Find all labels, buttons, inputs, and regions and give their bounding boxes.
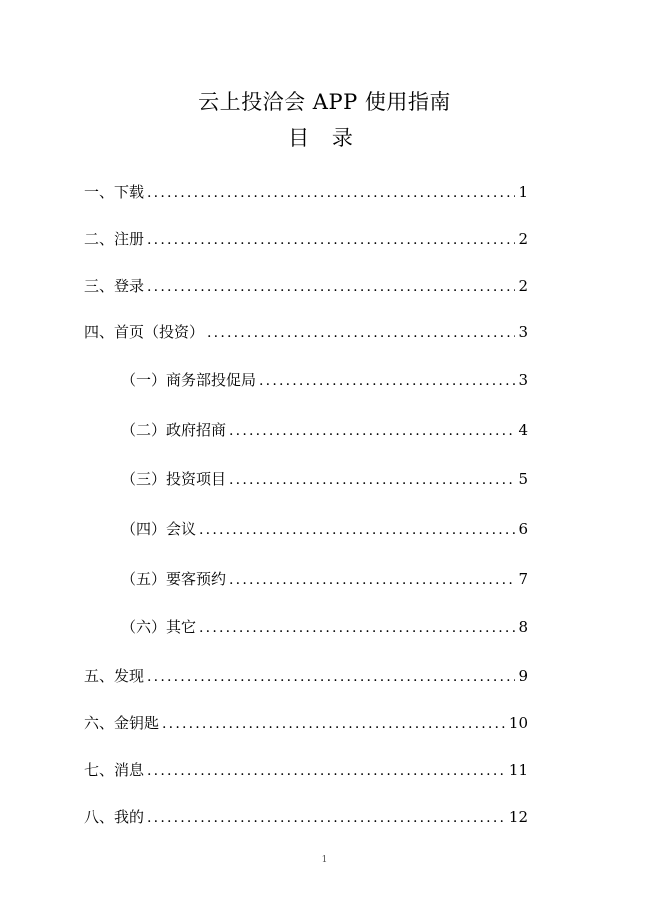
document-title: 云上投洽会 APP 使用指南 [198,90,451,114]
toc-entry-meetings[interactable] [121,517,528,541]
toc-entry-investment-projects[interactable] [121,467,528,491]
toc-entry-register[interactable] [84,227,528,251]
toc-label: 四、首页（投资） [84,323,205,341]
toc-label: 六、金钥匙 [84,714,160,732]
toc-label: （五）要客预约 [121,570,227,588]
toc-leader-dots [147,665,515,689]
toc-leader-dots [229,419,515,443]
toc-label: 七、消息 [84,761,145,779]
toc-leader-dots [259,369,515,393]
toc-entry-vip-appointment[interactable] [121,567,528,591]
toc-entry-login[interactable] [84,274,528,298]
toc-page-number: 3 [518,323,528,341]
toc-page-number: 11 [508,761,528,779]
toc-page-number: 12 [508,808,528,826]
toc-leader-dots [162,712,506,736]
toc-label: （三）投资项目 [121,470,227,488]
toc-page-number: 10 [508,714,528,732]
toc-page-number: 3 [518,371,528,389]
toc-entry-home-investment[interactable] [84,320,528,344]
toc-label: 五、发现 [84,667,145,685]
toc-heading: 目 录 [288,126,361,150]
toc-leader-dots [199,616,515,640]
toc-label: （六）其它 [121,618,197,636]
toc-leader-dots [147,806,506,830]
toc-page-number: 1 [518,183,528,201]
toc-entry-download[interactable] [84,180,528,204]
toc-entry-golden-key[interactable] [84,711,528,735]
toc-leader-dots [147,275,515,299]
toc-label: （二）政府招商 [121,421,227,439]
toc-label: 三、登录 [84,277,145,295]
toc-entry-discover[interactable] [84,664,528,688]
toc-page-number: 2 [518,277,528,295]
toc-label: （四）会议 [121,520,197,538]
toc-leader-dots [229,468,515,492]
toc-page-number: 4 [518,421,528,439]
toc-leader-dots [199,518,515,542]
toc-label: 二、注册 [84,230,145,248]
toc-entry-mofcom-ipb[interactable] [121,368,528,392]
toc-leader-dots [207,321,515,345]
toc-page-number: 8 [518,618,528,636]
toc-label: 八、我的 [84,808,145,826]
toc-page-number: 2 [518,230,528,248]
toc-label: 一、下载 [84,183,145,201]
toc-page-number: 7 [518,570,528,588]
page-footer-number: 1 [321,855,328,865]
toc-page-number: 6 [518,520,528,538]
toc-leader-dots [229,568,515,592]
toc-entry-mine[interactable] [84,805,528,829]
toc-entry-messages[interactable] [84,758,528,782]
toc-label: （一）商务部投促局 [121,371,257,389]
toc-leader-dots [147,228,515,252]
toc-page-number: 5 [518,470,528,488]
toc-page-number: 9 [518,667,528,685]
toc-leader-dots [147,759,506,783]
toc-leader-dots [147,181,515,205]
toc-entry-government-promotion[interactable] [121,418,528,442]
toc-entry-other[interactable] [121,615,528,639]
